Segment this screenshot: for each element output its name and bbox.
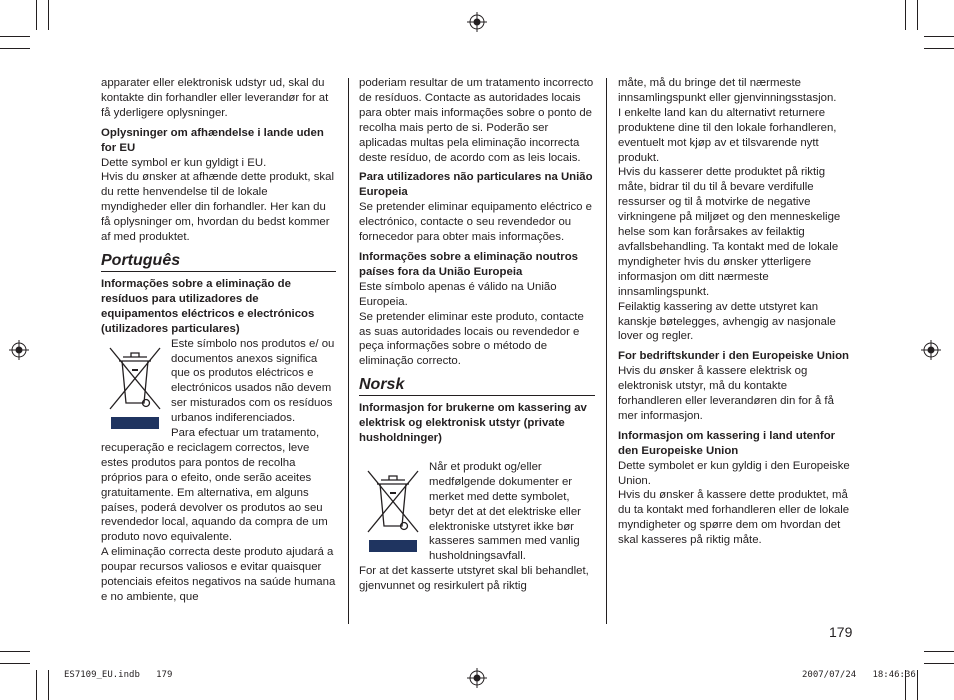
- paragraph: poderiam resultar de um tratamento incorrecto de resíduos. Contacte as autoridades locais para obter mais informações sobre o ponto de recolha mais perto de si. Poderão ser aplicadas multas pela eliminação incorrecta deste resíduo, de acordo com as leis locais.: [359, 77, 594, 164]
- subheading: Oplysninger om afhændelse i lande uden for EU: [101, 126, 324, 154]
- paragraph: Para efectuar um tratamento, recuperação e reciclagem correctos, leve estes produtos para pontos de recolha próprios para o efeito, onde serão aceites gratuitamente. Em alternativa, em alguns países, poderá devolver os produtos ao seu revendedor local, aquando da compra de um produto novo equivalente.: [101, 427, 328, 544]
- crop-mark: [48, 670, 49, 700]
- paragraph: apparater eller elektronisk udstyr ud, skal du kontakte din forhandler eller leverandør for at få yderligere oplysninger.: [101, 77, 329, 119]
- footer-file-info: ES7109_EU.indb 179: [64, 670, 173, 680]
- crop-mark: [0, 663, 30, 664]
- subheading: Informasjon om kassering i land utenfor den Europeiske Union: [618, 429, 836, 457]
- paragraph: A eliminação correcta deste produto ajudará a poupar recursos valiosos e evitar quaisquer potenciais efeitos negativos na saúde humana e no ambiente, que: [101, 546, 336, 603]
- page-number: 179: [829, 624, 853, 640]
- symbol-bar: [111, 417, 159, 429]
- subheading: Para utilizadores não particulares na União Europeia: [359, 171, 593, 199]
- column-1: [101, 76, 336, 605]
- crop-mark: [0, 48, 30, 49]
- symbol-bar: [369, 540, 417, 552]
- paragraph: Este símbolo apenas é válido na União Europeia.: [359, 280, 557, 308]
- footer-timestamp: 2007/07/24 18:46:36: [802, 670, 916, 680]
- paragraph: Hvis du ønsker å kassere elektrisk og elektronisk utstyr, må du kontakte forhandleren eller leverandøren din for å få mer informasjon.: [618, 365, 834, 422]
- subheading: For bedriftskunder i den Europeiske Union: [618, 350, 850, 363]
- crossed-out-wheelie-bin-icon: [105, 343, 165, 415]
- paragraph: Hvis du ønsker å kassere dette produktet, må du ta kontakt med forhandleren eller de lokale myndigheter og spørre dem om hvordan det skal kasseres på riktig måte.: [618, 489, 850, 547]
- paragraph: Se pretender eliminar equipamento eléctrico e electrónico, contacte o seu revendedor ou fornecedor para obter mais informações.: [359, 201, 593, 244]
- subheading: Informações sobre a eliminação de resíduos para utilizadores de equipamentos eléctricos e electrónicos (utilizadores particulares): [101, 277, 315, 335]
- paragraph: I enkelte land kan du alternativt returnere produktene dine til den lokale forhandleren, eventuelt mot kjøp av et tilsvarende nytt produkt.: [618, 106, 837, 164]
- paragraph: Hvis du kasserer dette produktet på riktig måte, bidrar til du til å bevare verdifulle ressurser og til å motvirke de negative virkningene på miljøet og den menneskelige helse som kan forårsakes av feilaktig avfallsbehandling. Ta kontakt med de lokale myndigheter hvis du ønsker ytterligere informasjon om ditt nærmeste innsamlingspunkt.: [618, 166, 841, 298]
- column-divider: [606, 78, 607, 624]
- column-3: [618, 76, 854, 548]
- paragraph: måte, må du bringe det til nærmeste innsamlingspunkt eller gjenvinningsstasjon.: [618, 77, 837, 104]
- weee-symbol: [101, 337, 171, 431]
- section-heading-portuguese: Português: [101, 251, 336, 272]
- registration-mark-icon: [921, 340, 941, 360]
- crop-mark: [924, 663, 954, 664]
- paragraph: Este símbolo nos produtos e/ ou documentos anexos significa que os produtos eléctricos e electrónicos usados não devem ser misturados com os resíduos urbanos indiferenciados.: [171, 337, 335, 425]
- column-divider: [348, 78, 349, 624]
- registration-mark-icon: [467, 668, 487, 688]
- crop-mark: [48, 0, 49, 30]
- crop-mark: [917, 0, 918, 30]
- paragraph: Hvis du ønsker at afhænde dette produkt, skal du rette henvendelse til de lokale myndigheder eller din forhandler. Her kan du få oplysninger om, hvordan du bedst kommer af med produktet.: [101, 171, 334, 244]
- crossed-out-wheelie-bin-icon: [363, 466, 423, 538]
- subheading: Informações sobre a eliminação noutros países fora da União Europeia: [359, 250, 579, 278]
- paragraph: Dette symbolet er kun gyldig i den Europeiske Union.: [618, 459, 850, 487]
- crop-mark: [924, 651, 954, 652]
- column-2: [359, 76, 595, 594]
- registration-mark-icon: [9, 340, 29, 360]
- registration-mark-icon: [467, 12, 487, 32]
- subheading: Informasjon for brukerne om kassering av elektrisk og elektronisk utstyr (private husholdninger): [359, 402, 587, 445]
- crop-mark: [917, 670, 918, 700]
- paragraph: For at det kasserte utstyret skal bli behandlet, gjenvunnet og resirkulert på riktig: [359, 565, 589, 593]
- crop-mark: [924, 36, 954, 37]
- crop-mark: [0, 651, 30, 652]
- crop-mark: [0, 36, 30, 37]
- paragraph: Feilaktig kassering av dette utstyret kan kanskje bøtelegges, avhengig av nasjonale lover og regler.: [618, 300, 836, 343]
- paragraph: Dette symbol er kun gyldigt i EU.: [101, 156, 267, 169]
- paragraph: Se pretender eliminar este produto, contacte as suas autoridades locais ou revendedor e peça informações sobre o método de eliminação correcto.: [359, 310, 584, 368]
- weee-symbol: [359, 460, 429, 554]
- paragraph: Når et produkt og/eller medfølgende dokumenter er merket med dette symbolet, betyr det at det elektriske eller elektroniske utstyret ikke bør kasseres sammen med vanlig husholdningsavfall.: [429, 460, 581, 563]
- crop-mark: [36, 0, 37, 30]
- section-heading-norsk: Norsk: [359, 375, 595, 396]
- crop-mark: [924, 48, 954, 49]
- crop-mark: [905, 0, 906, 30]
- crop-mark: [36, 670, 37, 700]
